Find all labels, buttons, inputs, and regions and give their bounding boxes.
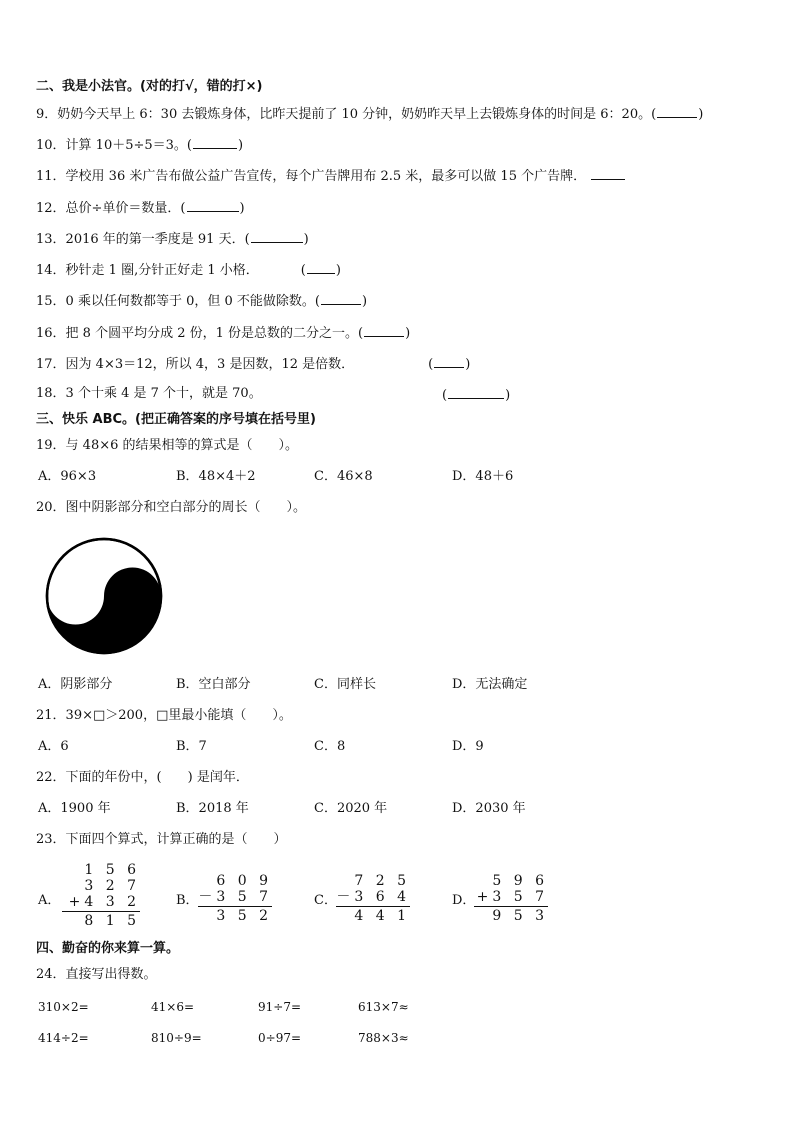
question-18-answer: ( ) [442, 385, 510, 405]
option-b[interactable]: B．7 [176, 739, 207, 754]
option-b[interactable]: B．空白部分 [176, 677, 251, 692]
question-10: 10．计算 10＋5÷5＝3。( ) [36, 135, 243, 155]
question-9-text: 9．奶奶今天早上 6：30 去锻炼身体，比昨天提前了 10 分钟，奶奶昨天早上去锻炼身体的时间是 6：20。( [36, 107, 657, 122]
question-16-text: 16．把 8 个圆平均分成 2 份，1 份是总数的二分之一。( [36, 326, 364, 341]
answer-blank[interactable] [591, 166, 625, 180]
option-c[interactable]: C．同样长 [314, 677, 376, 692]
option-a-label[interactable]: A． [38, 893, 61, 908]
section-2-title: 二、我是小法官。(对的打√，错的打×) [36, 79, 263, 94]
question-20-text: 20．图中阴影部分和空白部分的周长（ ）。 [36, 500, 307, 515]
answer-blank[interactable] [187, 198, 239, 212]
question-18-text: 18．3 个十乘 4 是 7 个十，就是 70。 [36, 386, 262, 401]
vertical-calc-a: 1 5 6 3 2 7 + 4 3 2 8 1 5 [62, 862, 140, 929]
vertical-calc-c: 7 2 5 － 3 6 4 4 4 1 [336, 873, 410, 924]
question-23-text: 23．下面四个算式，计算正确的是（ ） [36, 832, 287, 847]
question-13: 13．2016 年的第一季度是 91 天．( ) [36, 229, 309, 249]
option-d[interactable]: D．2030 年 [452, 801, 526, 816]
question-18 [36, 385, 262, 403]
answer-blank[interactable] [364, 323, 404, 337]
calc-item: 414÷2= [38, 1031, 89, 1045]
answer-blank[interactable] [307, 260, 335, 274]
question-15: 15．0 乘以任何数都等于 0，但 0 不能做除数。( ) [36, 291, 367, 311]
option-a[interactable]: A．96×3 [38, 469, 97, 484]
answer-blank[interactable] [657, 104, 697, 118]
option-d-label[interactable]: D． [452, 893, 476, 908]
question-11 [36, 166, 626, 186]
question-9: 9．奶奶今天早上 6：30 去锻炼身体，比昨天提前了 10 分钟，奶奶昨天早上去锻炼身体的时间是 6：20。( ) [36, 104, 703, 124]
question-24-text: 24．直接写出得数。 [36, 967, 157, 982]
question-21-text: 21．39×□＞200，□里最小能填（ ）。 [36, 708, 292, 723]
yin-yang-figure [44, 536, 164, 656]
question-17: 17．因为 4×3＝12，所以 4，3 是因数，12 是倍数． ( ) [36, 354, 470, 374]
option-b-label[interactable]: B． [176, 893, 199, 908]
option-d[interactable]: D．无法确定 [452, 677, 528, 692]
calc-item: 613×7≈ [358, 1000, 409, 1014]
question-10-text: 10．计算 10＋5÷5＝3。( [36, 138, 192, 153]
question-14: 14．秒针走 1 圈,分针正好走 1 小格． ( ) [36, 260, 341, 280]
section-4-title: 四、勤奋的你来算一算。 [36, 941, 180, 956]
option-a[interactable]: A．6 [38, 739, 69, 754]
option-c[interactable]: C．46×8 [314, 469, 373, 484]
option-b[interactable]: B．2018 年 [176, 801, 249, 816]
option-c-label[interactable]: C． [314, 893, 337, 908]
option-c[interactable]: C．8 [314, 739, 346, 754]
option-d[interactable]: D．48＋6 [452, 469, 514, 484]
answer-blank[interactable] [193, 135, 237, 149]
question-15-text: 15．0 乘以任何数都等于 0，但 0 不能做除数。( [36, 294, 320, 309]
answer-blank[interactable] [448, 385, 504, 399]
question-16: 16．把 8 个圆平均分成 2 份，1 份是总数的二分之一。( ) [36, 323, 410, 343]
option-c[interactable]: C．2020 年 [314, 801, 388, 816]
answer-blank[interactable] [434, 354, 464, 368]
question-12-text: 12．总价÷单价＝数量．( [36, 201, 186, 216]
calc-item: 310×2= [38, 1000, 89, 1014]
calc-item: 91÷7= [258, 1000, 302, 1014]
question-17-text: 17．因为 4×3＝12，所以 4，3 是因数，12 是倍数． [36, 357, 355, 372]
question-19-text: 19．与 48×6 的结果相等的算式是（ ）。 [36, 438, 299, 453]
calc-item: 41×6= [151, 1000, 195, 1014]
question-12: 12．总价÷单价＝数量．( ) [36, 198, 245, 218]
question-13-text: 13．2016 年的第一季度是 91 天．( [36, 232, 250, 247]
question-11-text: 11．学校用 36 米广告布做公益广告宣传，每个广告牌用布 2.5 米，最多可以做 15 个广告牌． [36, 169, 587, 184]
calc-item: 810÷9= [151, 1031, 202, 1045]
answer-blank[interactable] [251, 229, 303, 243]
question-14-text: 14．秒针走 1 圈,分针正好走 1 小格． [36, 263, 259, 278]
option-a[interactable]: A．阴影部分 [38, 677, 113, 692]
option-a[interactable]: A．1900 年 [38, 801, 111, 816]
calc-item: 788×3≈ [358, 1031, 409, 1045]
question-22-text: 22．下面的年份中，( ) 是闰年． [36, 770, 249, 785]
option-b[interactable]: B．48×4＋2 [176, 469, 256, 484]
vertical-calc-d: 5 9 6 + 3 5 7 9 5 3 [474, 873, 548, 924]
option-d[interactable]: D．9 [452, 739, 484, 754]
calc-item: 0÷97= [258, 1031, 302, 1045]
section-3-title: 三、快乐 ABC。(把正确答案的序号填在括号里) [36, 412, 316, 427]
answer-blank[interactable] [321, 291, 361, 305]
vertical-calc-b: 6 0 9 － 3 5 7 3 5 2 [198, 873, 272, 924]
